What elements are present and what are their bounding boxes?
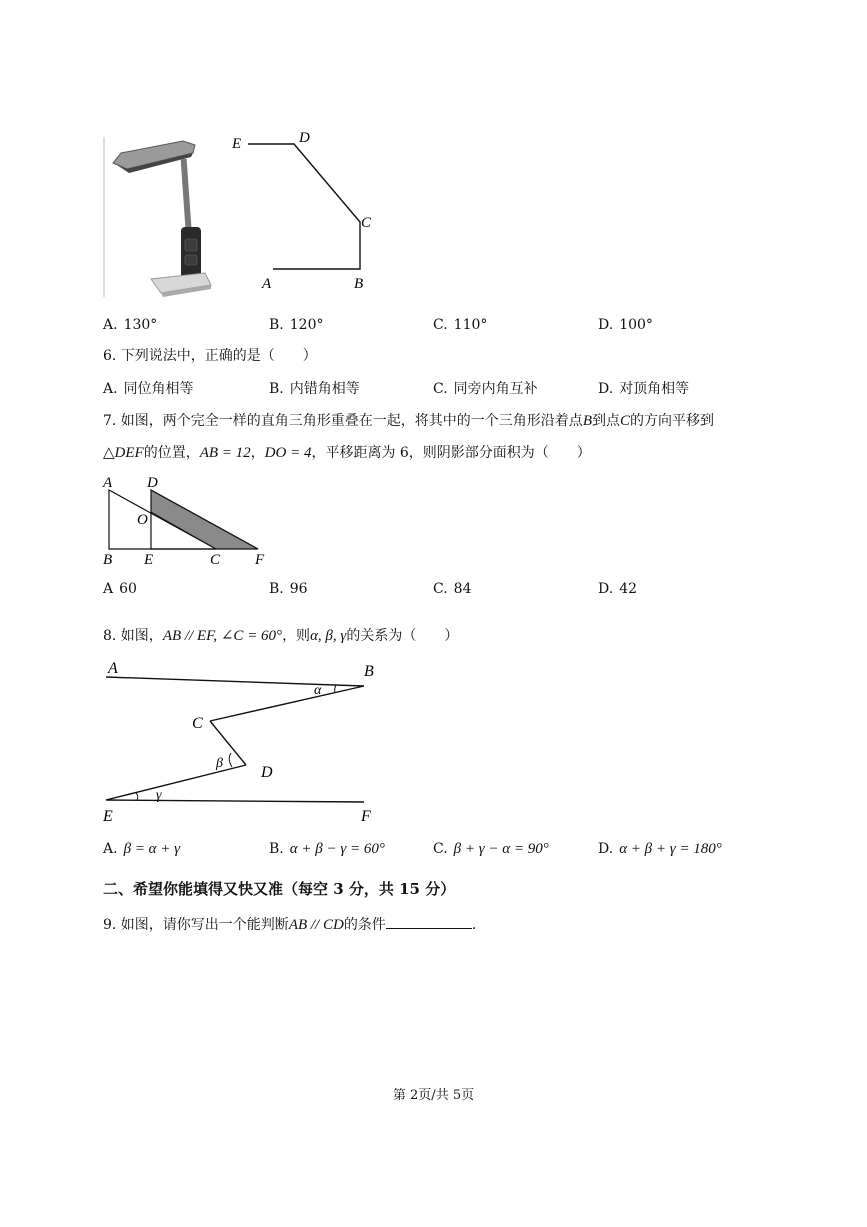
q8-option-d: D. α + β + γ = 180° [598, 841, 722, 857]
q6-option-b: B. 内错角相等 [269, 381, 360, 397]
q5-label-E: E [232, 136, 242, 152]
q6-option-c: C. 同旁内角互补 [433, 381, 538, 397]
q7-stem-line1: 7. 如图，两个完全一样的直角三角形重叠在一起，将其中的一个三角形沿着点B到点C的方向平移到 [103, 413, 714, 429]
q7-option-b: B. 96 [269, 581, 308, 597]
q5-option-b: B. 120° [269, 317, 324, 333]
q5-option-a: A. 130° [103, 317, 158, 333]
q8-label-beta: β [216, 756, 223, 771]
q8-label-C: C [192, 715, 203, 732]
q7-label-A: A [103, 475, 113, 491]
q5-option-d: D. 100° [598, 317, 653, 333]
lamp-image [103, 133, 215, 299]
q8-option-b: B. α + β − γ = 60° [269, 841, 385, 857]
q7-label-C: C [210, 552, 221, 568]
q8-option-c: C. β + γ − α = 90° [433, 841, 549, 857]
q6-options [103, 380, 743, 400]
q5-figure [228, 128, 378, 298]
q5-label-A: A [262, 276, 272, 292]
q8-options [103, 840, 783, 860]
q7-options [103, 580, 743, 600]
q7-option-a: A 60 [103, 581, 137, 597]
q8-stem: 8. 如图，AB // EF, ∠C = 60°，则α, β, γ的关系为（ ） [103, 628, 459, 644]
q5-option-c: C. 110° [433, 317, 488, 333]
q8-figure [100, 655, 390, 830]
q9-stem: 9. 如图，请你写出一个能判断AB // CD的条件 . [103, 914, 476, 934]
q7-label-E: E [144, 552, 154, 568]
q8-label-B: B [364, 663, 374, 680]
q5-label-B: B [354, 276, 364, 292]
q7-stem-line2: △DEF的位置，AB = 12，DO = 4，平移距离为 6，则阴影部分面积为（ ） [103, 445, 591, 461]
q7-label-B: B [103, 552, 113, 568]
q5-label-C: C [361, 215, 372, 231]
q7-option-c: C. 84 [433, 581, 472, 597]
q9-answer-blank[interactable] [386, 914, 472, 929]
q7-figure [100, 472, 280, 568]
q8-label-alpha: α [314, 683, 322, 698]
q8-label-F: F [361, 808, 371, 825]
page-number: 第 2页/共 5页 [392, 1088, 475, 1103]
q5-label-D: D [299, 130, 310, 146]
q5-options [103, 316, 743, 336]
q7-label-F: F [255, 552, 265, 568]
q8-label-D: D [261, 764, 273, 781]
q8-label-E: E [103, 808, 113, 825]
q6-option-d: D. 对顶角相等 [598, 381, 690, 397]
q6-stem: 6. 下列说法中，正确的是（ ） [103, 348, 317, 364]
section-2-title: 二、希望你能填得又快又准（每空 3 分，共 15 分） [103, 880, 456, 898]
q8-label-A: A [108, 660, 118, 677]
q8-label-gamma: γ [156, 788, 162, 803]
q8-option-a: A. β = α + γ [103, 841, 181, 857]
q7-label-D: D [147, 475, 158, 491]
q7-label-O: O [137, 512, 148, 528]
q6-option-a: A. 同位角相等 [103, 381, 194, 397]
q7-option-d: D. 42 [598, 581, 638, 597]
